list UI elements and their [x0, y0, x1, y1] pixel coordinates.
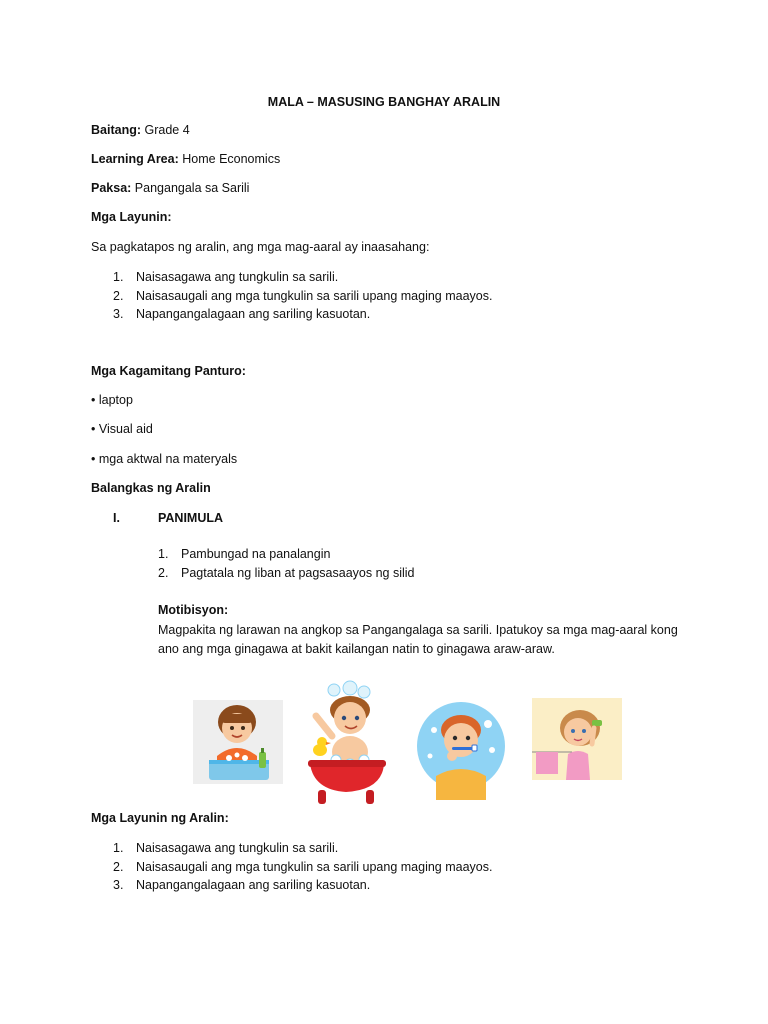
- bathing-boy-picture: [306, 680, 388, 808]
- toothbrushing-boy-picture: [416, 700, 506, 800]
- paksa-label: Paksa:: [91, 181, 132, 195]
- list-item: 1. Pambungad na panalangin: [158, 547, 331, 561]
- kagamitan-item-visual-aid: • Visual aid: [91, 422, 153, 436]
- section-number: I.: [113, 511, 120, 525]
- baitang-value: Grade 4: [144, 123, 190, 137]
- layunin-list: [113, 268, 493, 324]
- handwashing-boy-picture: [193, 700, 283, 784]
- layunin-heading: Mga Layunin:: [91, 210, 172, 224]
- aralin-layunin-heading: Mga Layunin ng Aralin:: [91, 811, 229, 825]
- aralin-layunin-list: [113, 839, 493, 895]
- paksa-value: Pangangala sa Sarili: [134, 181, 250, 195]
- field-paksa: [91, 181, 249, 195]
- page-title: MALA – MASUSING BANGHAY ARALIN: [267, 95, 501, 109]
- learning-area-label: Learning Area:: [91, 152, 179, 166]
- balangkas-heading: Balangkas ng Aralin: [91, 481, 211, 495]
- kagamitan-heading: Mga Kagamitang Panturo:: [91, 364, 246, 378]
- motibisyon-text: Magpakita ng larawan na angkop sa Pangangalaga sa sarili. Ipatukoy sa mga mag-aaral kong ano ang mga ginagawa at bakit kailangan natin to ginagawa araw-araw.: [158, 623, 678, 656]
- list-item: 3. Napangangalagaan ang sariling kasuotan.: [113, 307, 371, 321]
- list-item: 2. Pagtatala ng liban at pagsasaayos ng silid: [158, 565, 415, 580]
- kagamitan-item-laptop: • laptop: [91, 393, 133, 407]
- list-item: 1. Naisasagawa ang tungkulin sa sarili.: [113, 270, 339, 284]
- learning-area-value: Home Economics: [182, 152, 281, 166]
- list-item: 3. Napangangalagaan ang sariling kasuotan.: [113, 878, 371, 892]
- field-baitang: [91, 123, 190, 137]
- list-item: 2. Naisasaugali ang mga tungkulin sa sarili upang maging maayos.: [113, 859, 493, 874]
- list-item: 2. Naisasaugali ang mga tungkulin sa sarili upang maging maayos.: [113, 288, 493, 303]
- list-item: 1. Naisasagawa ang tungkulin sa sarili.: [113, 841, 339, 855]
- kagamitan-item-materyals: • mga aktwal na materyals: [91, 452, 238, 466]
- layunin-intro: Sa pagkatapos ng aralin, ang mga mag-aaral ay inaasahang:: [91, 240, 430, 254]
- field-learning-area: [91, 152, 280, 166]
- baitang-label: Baitang:: [91, 123, 141, 137]
- section-title: PANIMULA: [158, 511, 224, 525]
- panimula-list: [158, 545, 415, 582]
- motibisyon-heading: Motibisyon:: [158, 603, 229, 617]
- hair-combing-girl-picture: [532, 698, 622, 780]
